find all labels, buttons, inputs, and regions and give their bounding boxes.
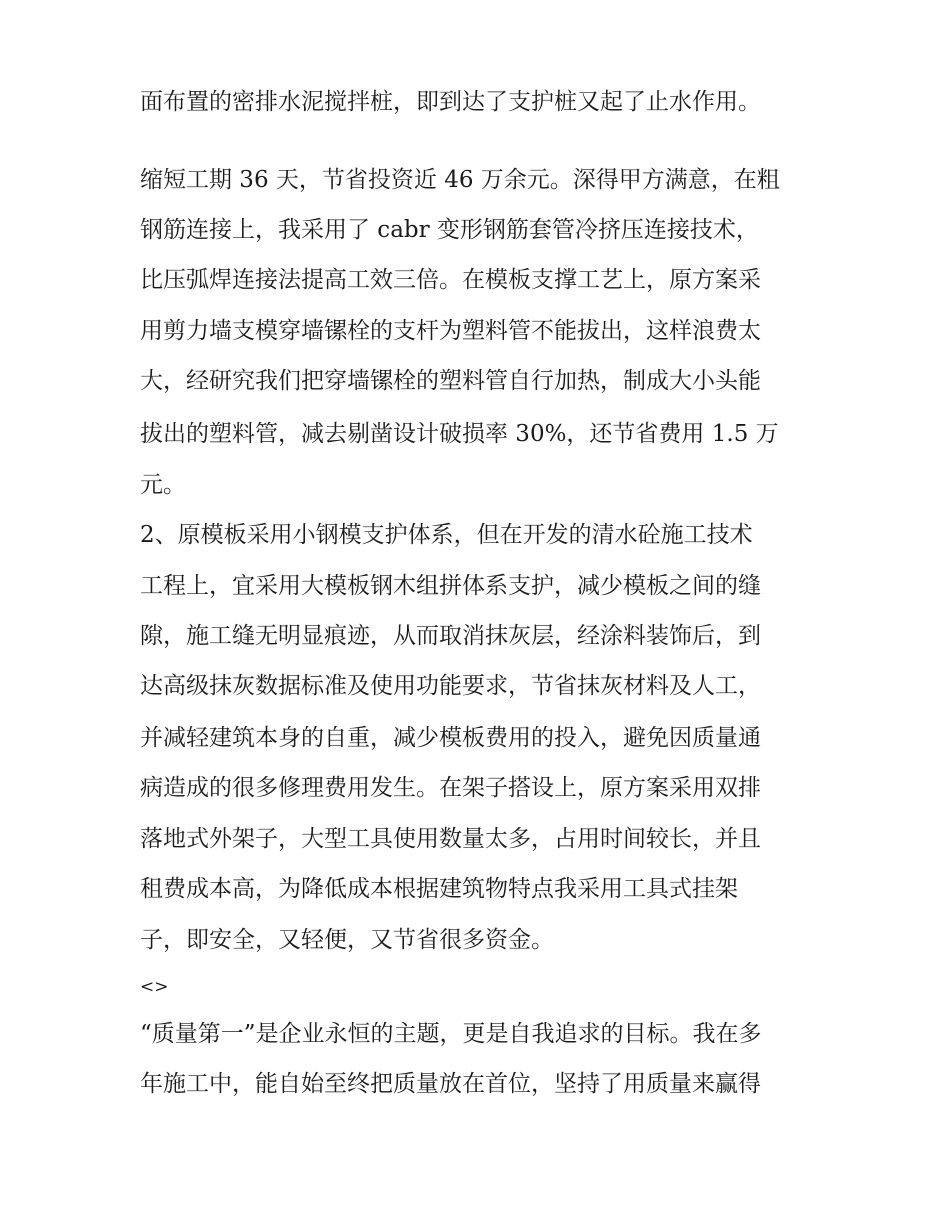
- text-line: <>: [140, 977, 169, 997]
- text-line: 拔出的塑料管，减去剔凿设计破损率 30%，还节省费用 1.5 万: [140, 421, 779, 447]
- text-line: 工程上，宜采用大模板钢木组拼体系支护，减少模板之间的缝: [140, 573, 761, 599]
- text-line: 用剪力墙支模穿墙镙栓的支杆为塑料管不能拔出，这样浪费太: [140, 318, 761, 344]
- text-line: 隙，施工缝无明显痕迹，从而取消抹灰层，经涂料装饰后，到: [140, 623, 761, 649]
- text-line: 面布置的密排水泥搅拌桩，即到达了支护桩又起了止水作用。: [140, 89, 761, 115]
- text-line: 租费成本高，为降低成本根据建筑物特点我采用工具式挂架: [140, 876, 738, 902]
- text-line: 子，即安全，又轻便，又节省很多资金。: [140, 927, 554, 953]
- text-line: 元。: [140, 472, 186, 498]
- text-line: 年施工中，能自始至终把质量放在首位，坚持了用质量来赢得: [140, 1071, 761, 1097]
- text-line: 2、原模板采用小钢模支护体系，但在开发的清水砼施工技术: [140, 522, 753, 548]
- text-line: 缩短工期 36 天，节省投资近 46 万余元。深得甲方满意，在粗: [140, 167, 780, 193]
- text-line: 比压弧焊连接法提高工效三倍。在模板支撑工艺上，原方案采: [140, 267, 761, 293]
- text-line: 并减轻建筑本身的自重，减少模板费用的投入，避免因质量通: [140, 725, 761, 751]
- text-line: 落地式外架子，大型工具使用数量太多，占用时间较长，并且: [140, 826, 761, 852]
- text-line: 钢筋连接上，我采用了 cabr 变形钢筋套管冷挤压连接技术，: [140, 217, 759, 243]
- text-line: “质量第一”是企业永恒的主题，更是自我追求的目标。我在多: [140, 1021, 762, 1047]
- text-line: 达高级抹灰数据标准及使用功能要求，节省抹灰材料及人工，: [140, 673, 761, 699]
- text-line: 大，经研究我们把穿墙镙栓的塑料管自行加热，制成大小头能: [140, 368, 761, 394]
- text-line: 病造成的很多修理费用发生。在架子搭设上，原方案采用双排: [140, 775, 761, 801]
